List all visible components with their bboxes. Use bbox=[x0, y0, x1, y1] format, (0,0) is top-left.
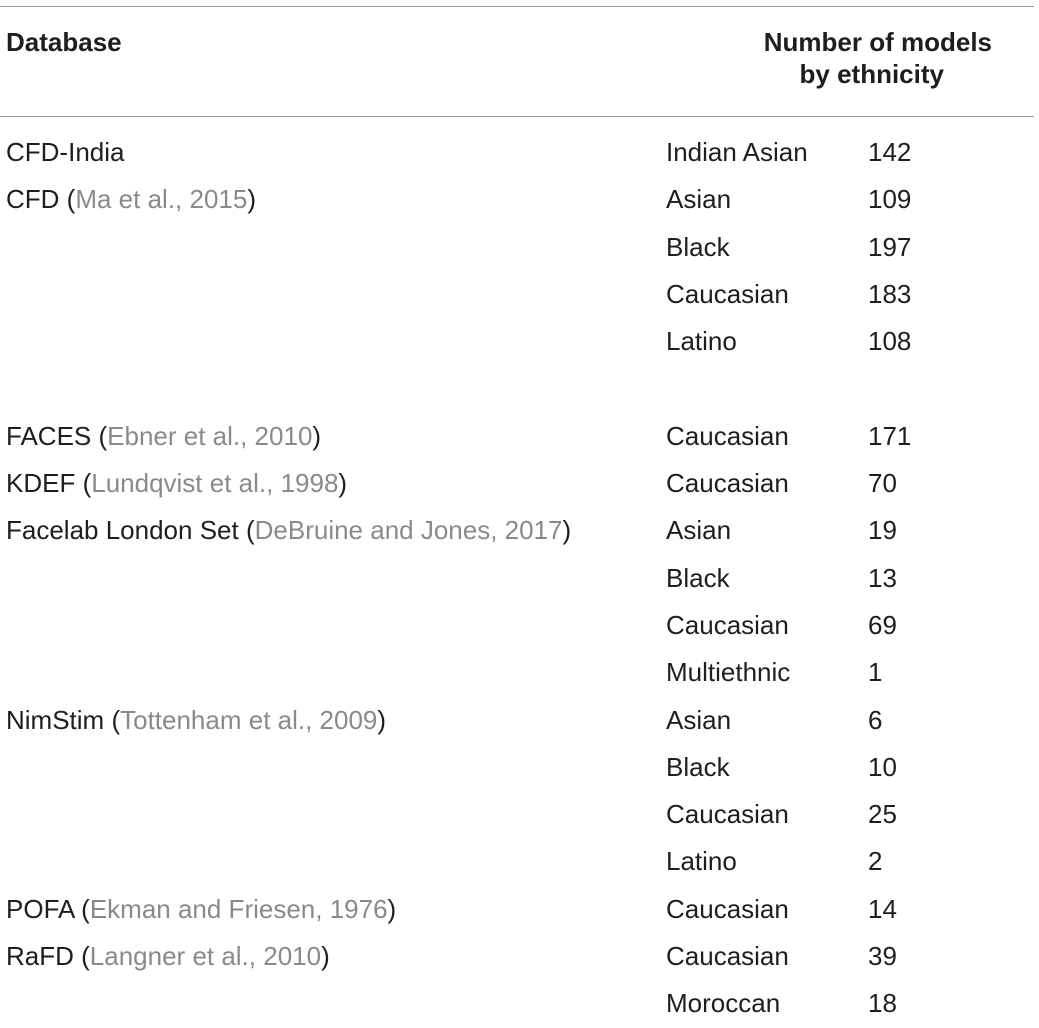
header-bottom-rule bbox=[0, 116, 1034, 117]
ethnicity-cell: Caucasian bbox=[666, 609, 789, 640]
database-name: NimStim bbox=[6, 704, 105, 735]
count-cell: 183 bbox=[868, 278, 912, 309]
header-database: Database bbox=[6, 27, 122, 57]
table-row bbox=[0, 886, 1039, 933]
database-cell: KDEF (Lundqvist et al., 1998) bbox=[6, 468, 348, 499]
ethnicity-cell: Black bbox=[666, 231, 730, 262]
citation-link[interactable]: DeBruine and Jones, 2017 bbox=[254, 515, 563, 546]
table-row bbox=[0, 980, 1039, 1027]
count-cell: 171 bbox=[868, 420, 912, 451]
header-number-line1: Number of models bbox=[763, 27, 992, 57]
table-body bbox=[0, 129, 1039, 1028]
count-cell: 2 bbox=[868, 846, 883, 877]
table-row bbox=[0, 129, 1039, 176]
ethnicity-cell: Black bbox=[666, 751, 730, 782]
count-cell: 70 bbox=[868, 468, 897, 499]
database-name: CFD-India bbox=[6, 137, 125, 167]
database-cell: RaFD (Langner et al., 2010) bbox=[6, 941, 330, 972]
table-row bbox=[0, 697, 1039, 744]
count-cell: 10 bbox=[868, 751, 897, 782]
database-cell bbox=[6, 129, 124, 176]
citation-link[interactable]: Lundqvist et al., 1998 bbox=[91, 468, 339, 499]
table-top-rule bbox=[0, 6, 1034, 7]
database-name: FACES bbox=[6, 420, 92, 451]
citation-link[interactable]: Ebner et al., 2010 bbox=[107, 420, 313, 451]
database-name: KDEF bbox=[6, 468, 76, 499]
ethnicity-cell: Latino bbox=[666, 326, 737, 357]
table-row bbox=[0, 602, 1039, 649]
ethnicity-cell: Multiethnic bbox=[666, 657, 791, 688]
ethnicity-cell: Asian bbox=[666, 515, 732, 546]
citation-link[interactable]: Ma et al., 2015 bbox=[75, 184, 248, 215]
ethnicity-cell: Latino bbox=[666, 846, 737, 877]
table-row bbox=[0, 224, 1039, 271]
ethnicity-cell: Moroccan bbox=[666, 988, 781, 1019]
citation-link[interactable]: Tottenham et al., 2009 bbox=[120, 704, 378, 735]
database-name: POFA bbox=[6, 893, 74, 924]
count-cell: 69 bbox=[868, 609, 897, 640]
table-row bbox=[0, 555, 1039, 602]
header-number-of-models bbox=[640, 26, 992, 90]
ethnicity-cell: Caucasian bbox=[666, 420, 789, 451]
ethnicity-cell: Caucasian bbox=[666, 278, 789, 309]
database-name: CFD bbox=[6, 184, 60, 215]
table-row bbox=[0, 176, 1039, 223]
table-row bbox=[0, 933, 1039, 980]
ethnicity-cell: Indian Asian bbox=[666, 137, 808, 167]
ethnicity-cell: Black bbox=[666, 562, 730, 593]
ethnicity-cell: Caucasian bbox=[666, 799, 789, 830]
table-row bbox=[0, 744, 1039, 791]
count-cell: 14 bbox=[868, 893, 897, 924]
count-cell: 6 bbox=[868, 704, 883, 735]
database-cell: NimStim (Tottenham et al., 2009) bbox=[6, 704, 387, 735]
table-row bbox=[0, 413, 1039, 460]
count-cell: 142 bbox=[868, 137, 912, 167]
database-cell: POFA (Ekman and Friesen, 1976) bbox=[6, 893, 397, 924]
count-cell: 18 bbox=[868, 988, 897, 1019]
table-row bbox=[0, 838, 1039, 885]
count-cell: 108 bbox=[868, 326, 912, 357]
count-cell: 13 bbox=[868, 562, 897, 593]
count-cell: 39 bbox=[868, 941, 897, 972]
count-cell: 1 bbox=[868, 657, 883, 688]
database-cell: CFD (Ma et al., 2015) bbox=[6, 184, 256, 215]
header-number-line2: by ethnicity bbox=[799, 59, 944, 89]
table-row bbox=[0, 271, 1039, 318]
count-cell: 197 bbox=[868, 231, 912, 262]
ethnicity-cell: Asian bbox=[666, 184, 732, 215]
count-cell: 19 bbox=[868, 515, 897, 546]
database-cell: Facelab London Set (DeBruine and Jones, 2017) bbox=[6, 515, 572, 546]
database-name: RaFD bbox=[6, 941, 74, 972]
ethnicity-cell: Caucasian bbox=[666, 468, 789, 499]
citation-link[interactable]: Ekman and Friesen, 1976 bbox=[89, 893, 388, 924]
database-name: Facelab London Set bbox=[6, 515, 239, 546]
count-cell: 25 bbox=[868, 799, 897, 830]
table-row bbox=[0, 507, 1039, 554]
ethnicity-cell: Caucasian bbox=[666, 893, 789, 924]
count-cell: 109 bbox=[868, 184, 912, 215]
citation-link[interactable]: Langner et al., 2010 bbox=[89, 941, 322, 972]
table-row bbox=[0, 318, 1039, 365]
database-cell: FACES (Ebner et al., 2010) bbox=[6, 420, 322, 451]
table-row bbox=[0, 649, 1039, 696]
ethnicity-cell: Asian bbox=[666, 704, 732, 735]
table-row bbox=[0, 460, 1039, 507]
row-spacer bbox=[0, 365, 1039, 412]
ethnicity-cell: Caucasian bbox=[666, 941, 789, 972]
table-row bbox=[0, 791, 1039, 838]
